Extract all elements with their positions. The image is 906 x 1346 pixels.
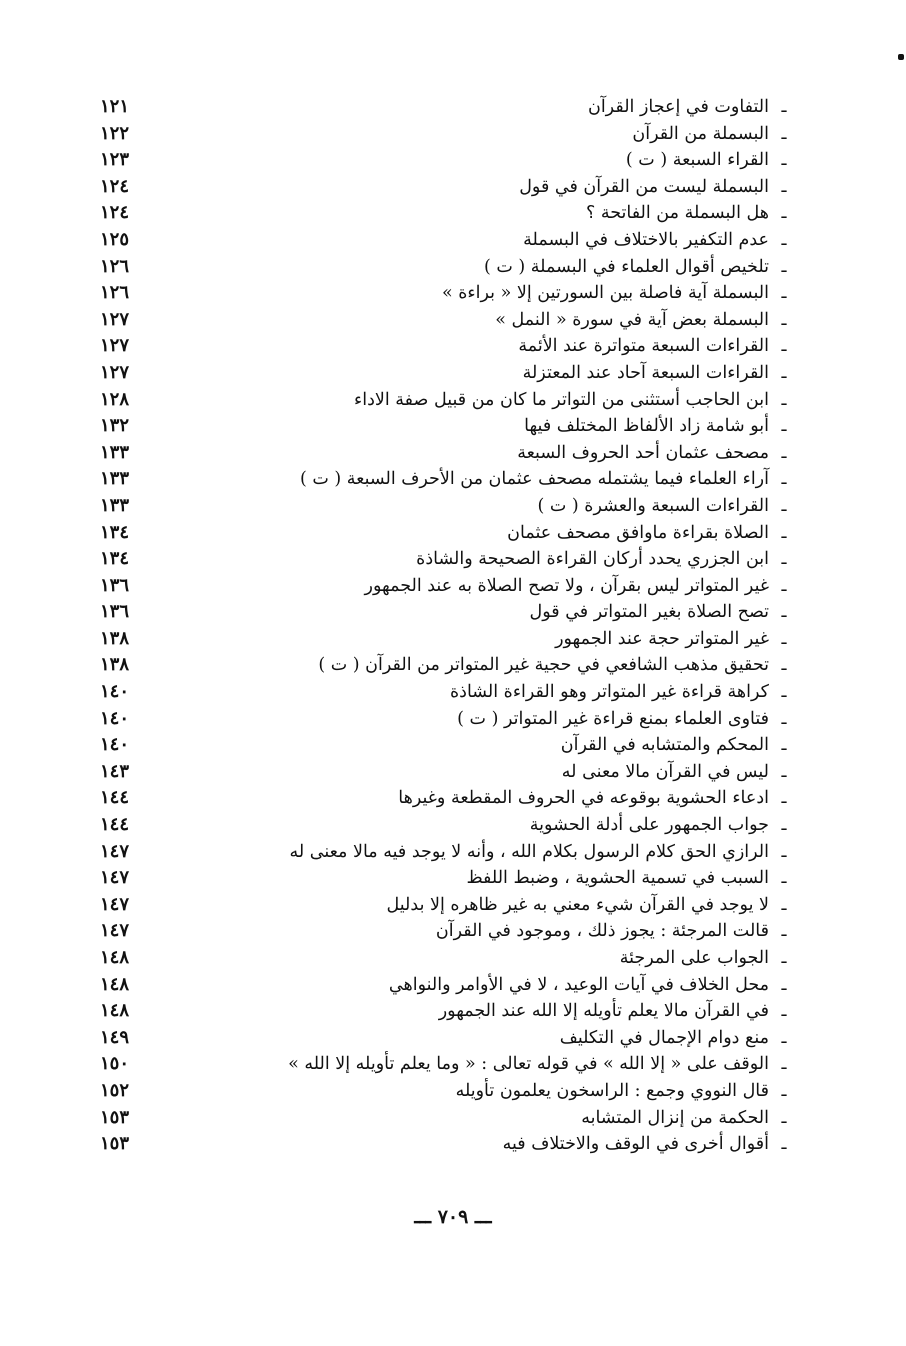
toc-entry — [100, 280, 795, 307]
page-number: ـــ ٧٠٩ ـــ — [414, 1206, 492, 1228]
entry-title: هل البسملة من الفاتحة ؟ — [585, 203, 769, 224]
entry-dash: ـ — [781, 974, 787, 995]
entry-page-number: ١٢٥ — [100, 228, 130, 250]
entry-title: لا يوجد في القرآن شيء معني به غير ظاهره إلا بدليل — [386, 894, 769, 915]
entry-page-number: ١٤٤ — [100, 814, 130, 836]
entry-title: ابن الجزري يحدد أركان القراءة الصحيحة والشاذة — [416, 549, 769, 570]
entry-title: ابن الحاجب أستثنى من التواتر ما كان من قبيل صفة الاداء — [354, 389, 769, 410]
toc-entry — [100, 599, 795, 626]
entry-title: البسملة من القرآن — [632, 123, 769, 144]
toc-entry — [100, 839, 795, 866]
entry-page-number: ١٥٠ — [100, 1053, 130, 1075]
entry-title: البسملة ليست من القرآن في قول — [519, 176, 769, 197]
entry-dash: ـ — [781, 469, 787, 490]
toc-entry — [100, 520, 795, 547]
entry-page-number: ١٢٤ — [100, 202, 130, 224]
toc-entry — [100, 706, 795, 733]
toc-entry — [100, 121, 795, 148]
toc-entry — [100, 865, 795, 892]
entry-dash: ـ — [781, 735, 787, 756]
entry-title: غير المتواتر حجة عند الجمهور — [555, 628, 769, 649]
entry-page-number: ١٢٧ — [100, 335, 130, 357]
toc-entry — [100, 785, 795, 812]
toc-entry — [100, 546, 795, 573]
entry-title: تصح الصلاة بغير المتواتر في قول — [529, 602, 769, 623]
entry-title: التفاوت في إعجاز القرآن — [587, 97, 769, 117]
entry-dash: ـ — [781, 841, 787, 862]
entry-page-number: ١٥٣ — [100, 1133, 130, 1155]
entry-page-number: ١٢١ — [100, 96, 130, 117]
entry-title: القراء السبعة ( ت ) — [625, 150, 769, 171]
entry-dash: ـ — [781, 522, 787, 543]
entry-page-number: ١٣٤ — [100, 548, 130, 570]
entry-title: عدم التكفير بالاختلاف في البسملة — [523, 229, 769, 250]
toc-entry — [100, 945, 795, 972]
toc-entry — [100, 1051, 795, 1078]
entry-title: القراءات السبعة والعشرة ( ت ) — [537, 495, 769, 516]
entry-page-number: ١٣٢ — [100, 415, 130, 437]
entry-title: الرازي الحق كلام الرسول بكلام الله ، وأنه لا يوجد فيه مالا معنى له — [289, 841, 769, 862]
entry-page-number: ١٤٧ — [100, 867, 130, 889]
entry-dash: ـ — [781, 203, 787, 224]
entry-page-number: ١٢٦ — [100, 255, 130, 277]
toc-entry — [100, 1131, 795, 1158]
entry-dash: ـ — [781, 442, 787, 463]
toc-entry — [100, 1025, 795, 1052]
entry-title: أقوال أخرى في الوقف والاختلاف فيه — [502, 1134, 769, 1155]
entry-dash: ـ — [781, 97, 787, 117]
entry-page-number: ١٤٧ — [100, 920, 130, 942]
entry-title: غير المتواتر ليس بقرآن ، ولا تصح الصلاة به عند الجمهور — [364, 575, 769, 596]
table-of-contents — [100, 94, 795, 1158]
entry-page-number: ١٢٤ — [100, 175, 130, 197]
entry-title: أبو شامة زاد الألفاظ المختلف فيها — [524, 416, 769, 437]
entry-page-number: ١٢٨ — [100, 388, 130, 410]
entry-page-number: ١٢٧ — [100, 308, 130, 330]
entry-page-number: ١٤٤ — [100, 787, 130, 809]
entry-page-number: ١٤٠ — [100, 681, 130, 703]
entry-title: البسملة آية فاصلة بين السورتين إلا « براءة » — [441, 283, 769, 304]
entry-title: المحكم والمتشابه في القرآن — [560, 735, 769, 756]
entry-dash: ـ — [781, 894, 787, 915]
entry-title: البسملة بعض آية في سورة « النمل » — [495, 309, 769, 330]
corner-ink-mark — [898, 54, 904, 60]
toc-entry — [100, 972, 795, 999]
entry-page-number: ١٤٠ — [100, 707, 130, 729]
entry-dash: ـ — [781, 655, 787, 676]
entry-title: في القرآن مالا يعلم تأويله إلا الله عند الجمهور — [438, 1001, 769, 1022]
entry-page-number: ١٢٧ — [100, 361, 130, 383]
entry-title: فتاوى العلماء بمنع قراءة غير المتواتر ( ت ) — [457, 708, 769, 729]
entry-dash: ـ — [781, 309, 787, 330]
entry-dash: ـ — [781, 336, 787, 357]
entry-title: آراء العلماء فيما يشتمله مصحف عثمان من الأحرف السبعة ( ت ) — [299, 469, 769, 490]
toc-entry — [100, 387, 795, 414]
toc-entry — [100, 254, 795, 281]
entry-dash: ـ — [781, 1134, 787, 1155]
entry-title: الحكمة من إنزال المتشابه — [581, 1107, 769, 1128]
entry-page-number: ١٣٣ — [100, 468, 130, 490]
entry-dash: ـ — [781, 1054, 787, 1075]
toc-entry — [100, 573, 795, 600]
entry-title: محل الخلاف في آيات الوعيد ، لا في الأوامر والنواهي — [388, 974, 769, 995]
entry-dash: ـ — [781, 150, 787, 171]
entry-dash: ـ — [781, 416, 787, 437]
entry-page-number: ١٣٣ — [100, 441, 130, 463]
entry-title: تحقيق مذهب الشافعي في حجية غير المتواتر من القرآن ( ت ) — [318, 655, 769, 676]
entry-dash: ـ — [781, 283, 787, 304]
toc-entry — [100, 998, 795, 1025]
entry-dash: ـ — [781, 176, 787, 197]
toc-entry — [100, 440, 795, 467]
entry-dash: ـ — [781, 1107, 787, 1128]
entry-title: القراءات السبعة آحاد عند المعتزلة — [522, 362, 769, 383]
entry-dash: ـ — [781, 761, 787, 782]
entry-dash: ـ — [781, 921, 787, 942]
toc-entry — [100, 759, 795, 786]
toc-entry — [100, 307, 795, 334]
entry-page-number: ١٢٦ — [100, 282, 130, 304]
entry-page-number: ١٣٤ — [100, 521, 130, 543]
entry-page-number: ١٤٣ — [100, 760, 130, 782]
entry-title: قال النووي وجمع : الراسخون يعلمون تأويله — [455, 1080, 769, 1101]
entry-page-number: ١٤٧ — [100, 840, 130, 862]
entry-title: مصحف عثمان أحد الحروف السبعة — [517, 442, 769, 463]
entry-dash: ـ — [781, 708, 787, 729]
entry-page-number: ١٥٢ — [100, 1079, 130, 1101]
toc-entry — [100, 812, 795, 839]
toc-entry — [100, 174, 795, 201]
entry-dash: ـ — [781, 495, 787, 516]
toc-entry — [100, 652, 795, 679]
entry-page-number: ١٤٩ — [100, 1026, 130, 1048]
entry-page-number: ١٣٦ — [100, 601, 130, 623]
entry-dash: ـ — [781, 868, 787, 889]
entry-title: القراءات السبعة متواترة عند الأئمة — [518, 336, 769, 357]
entry-page-number: ١٤٠ — [100, 734, 130, 756]
entry-title: تلخيص أقوال العلماء في البسملة ( ت ) — [483, 256, 769, 277]
entry-page-number: ١٣٦ — [100, 574, 130, 596]
toc-entry — [100, 227, 795, 254]
entry-dash: ـ — [781, 256, 787, 277]
entry-page-number: ١٤٨ — [100, 973, 130, 995]
toc-entry — [100, 147, 795, 174]
entry-dash: ـ — [781, 628, 787, 649]
entry-dash: ـ — [781, 575, 787, 596]
entry-page-number: ١٣٨ — [100, 627, 130, 649]
entry-page-number: ١٣٨ — [100, 654, 130, 676]
entry-dash: ـ — [781, 362, 787, 383]
entry-dash: ـ — [781, 549, 787, 570]
entry-dash: ـ — [781, 1080, 787, 1101]
entry-dash: ـ — [781, 1001, 787, 1022]
entry-dash: ـ — [781, 1027, 787, 1048]
toc-entry — [100, 1078, 795, 1105]
toc-entry — [100, 626, 795, 653]
entry-title: الصلاة بقراءة ماوافق مصحف عثمان — [507, 522, 769, 543]
toc-entry — [100, 360, 795, 387]
entry-dash: ـ — [781, 682, 787, 703]
toc-entry — [100, 679, 795, 706]
entry-dash: ـ — [781, 389, 787, 410]
entry-page-number: ١٥٣ — [100, 1106, 130, 1128]
entry-page-number: ١٤٧ — [100, 893, 130, 915]
entry-title: جواب الجمهور على أدلة الحشوية — [529, 815, 769, 836]
toc-entry — [100, 333, 795, 360]
entry-dash: ـ — [781, 123, 787, 144]
entry-dash: ـ — [781, 602, 787, 623]
entry-dash: ـ — [781, 229, 787, 250]
entry-page-number: ١٤٨ — [100, 1000, 130, 1022]
toc-entry — [100, 466, 795, 493]
toc-entry — [100, 94, 795, 121]
entry-page-number: ١٢٣ — [100, 149, 130, 171]
entry-dash: ـ — [781, 815, 787, 836]
entry-title: ليس في القرآن مالا معنى له — [561, 761, 769, 782]
entry-dash: ـ — [781, 788, 787, 809]
toc-entry — [100, 918, 795, 945]
toc-entry — [100, 493, 795, 520]
toc-entry — [100, 200, 795, 227]
entry-dash: ـ — [781, 948, 787, 968]
toc-entry — [100, 1105, 795, 1132]
entry-title: قالت المرجئة : يجوز ذلك ، وموجود في القرآن — [435, 921, 769, 942]
entry-title: السبب في تسمية الحشوية ، وضبط اللفظ — [466, 868, 769, 889]
entry-page-number: ١٢٢ — [100, 122, 130, 144]
entry-page-number: ١٤٨ — [100, 947, 130, 968]
entry-title: منع دوام الإجمال في التكليف — [559, 1027, 769, 1048]
entry-title: الجواب على المرجئة — [619, 948, 769, 968]
entry-title: الوقف على « إلا الله » في قوله تعالى : « وما يعلم تأويله إلا الله » — [288, 1054, 769, 1075]
toc-entry — [100, 413, 795, 440]
entry-title: ادعاء الحشوية بوقوعه في الحروف المقطعة وغيرها — [398, 788, 769, 809]
entry-page-number: ١٣٣ — [100, 494, 130, 516]
entry-title: كراهة قراءة غير المتواتر وهو القراءة الشاذة — [449, 682, 769, 703]
toc-entry — [100, 892, 795, 919]
toc-entry — [100, 732, 795, 759]
